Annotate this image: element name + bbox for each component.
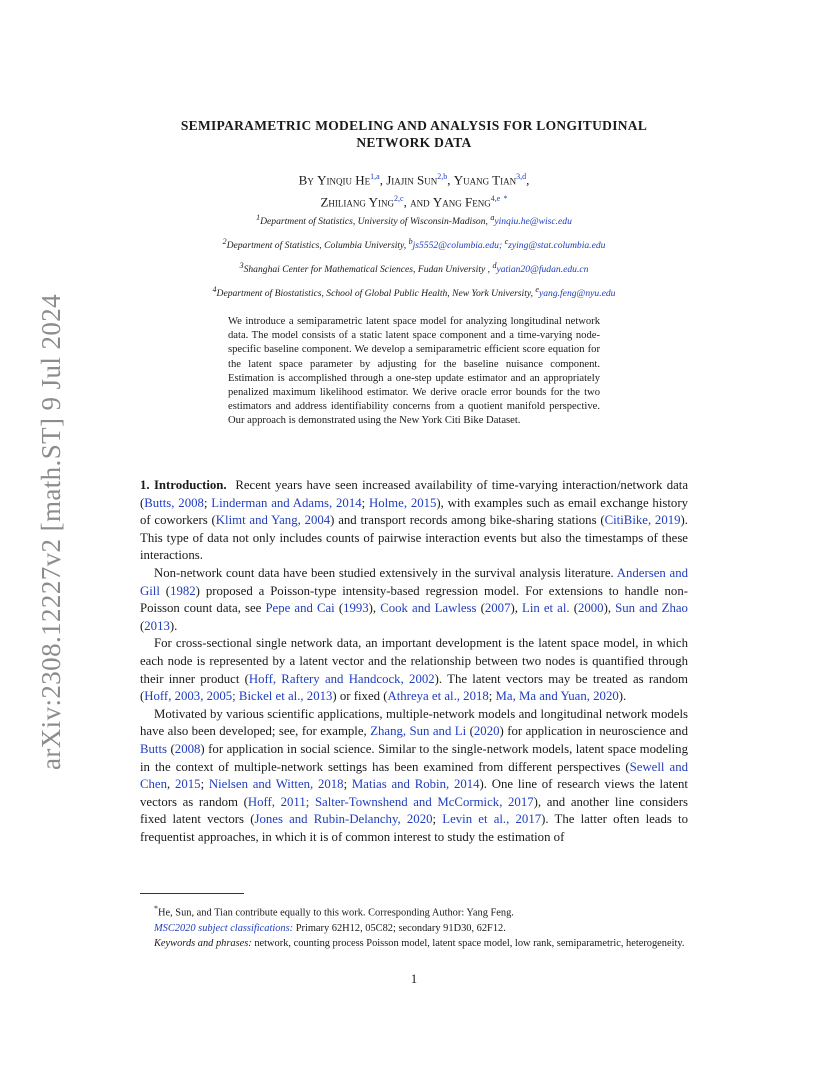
text-run: ) for application in neuroscience and (499, 724, 688, 739)
title-line-1: SEMIPARAMETRIC MODELING AND ANALYSIS FOR LONGITUDINAL (180, 118, 648, 133)
and-label: , and (403, 194, 430, 210)
author-tian-sup[interactable]: 3,d (516, 172, 527, 181)
text-run: ; (361, 495, 369, 510)
footnote-keywords (140, 936, 688, 952)
citation-jones-rubin[interactable]: Jones and Rubin-Delanchy, 2020 (254, 812, 433, 827)
citation-andersen-gill-year[interactable]: 1982 (170, 583, 196, 598)
arxiv-identifier: arXiv:2308.12227v2 [math.ST] 9 Jul 2024 (36, 293, 66, 770)
affiliation-1-text: Department of Statistics, University of Wisconsin-Madison, (260, 216, 491, 228)
citation-pepe-cai[interactable]: Pepe and Cai (265, 601, 335, 616)
msc-link[interactable]: MSC2020 subject classifications: (154, 922, 294, 934)
citation-sewell-chen[interactable]: Sewell and Chen (140, 759, 688, 792)
text-run: ; (200, 777, 209, 792)
citation-levin[interactable]: Levin et al., 2017 (442, 812, 542, 827)
author-line-2 (140, 189, 688, 211)
author-footnote-star[interactable]: * (503, 194, 508, 204)
author-he-sup[interactable]: 1,a (370, 172, 380, 181)
footnotes (140, 901, 688, 952)
affiliation-1-sup: a (490, 213, 495, 222)
citation-butts[interactable]: Butts (140, 741, 168, 756)
citation-hoff-raftery-handcock[interactable]: Hoff, Raftery and Handcock, 2002 (248, 671, 435, 686)
affiliation-3-number: 3 (239, 261, 244, 270)
citation-sun-zhao-year[interactable]: 2013 (144, 618, 170, 633)
text-run: ( (159, 583, 171, 598)
text-run: ) proposed a Poisson-type intensity-based regression model. For extensions to handle non-Poisson count data, see (140, 583, 688, 616)
citation-linderman-adams[interactable]: Linderman and Adams, 2014 (211, 495, 362, 510)
affiliation-4-sup: e (535, 285, 539, 294)
abstract: We introduce a semiparametric latent space model for analyzing longitudinal network data. The model consists of a static latent space component and a time-varying node-specific baseline component. We develop a semiparametric efficient score equation for the latent space parameter by adjusting for the baseline nuisance component. Estimation is accomplished through a one-step update estimator and an appropriately penalized maximum likelihood estimator. We derive oracle error bounds for the two estimators and address identifiability concerns from a quotient manifold perspective. Our approach is demonstrated using the New York Citi Bike Dataset. (228, 316, 600, 427)
affiliation-3-text: Shanghai Center for Mathematical Sciences, Fudan University , (243, 264, 493, 276)
footnote-msc (140, 921, 688, 937)
text-run: ( (466, 724, 474, 739)
text-run: ; (432, 812, 443, 827)
by-label: By (298, 172, 314, 188)
text-run: ( (334, 601, 344, 616)
text-run: Motivated by various scientific applications, multiple-network models and longitudinal network models have also been developed; see, for example, (140, 706, 688, 739)
paragraph-3 (140, 635, 688, 705)
email-sun[interactable]: js5552@columbia.edu; (412, 240, 503, 252)
citation-athreya[interactable]: Athreya et al., 2018 (387, 689, 489, 704)
text-run: ; (203, 495, 212, 510)
email-he[interactable]: yinqiu.he@wisc.edu (494, 216, 572, 228)
text-run: ), (368, 601, 381, 616)
text-run: ; (488, 689, 496, 704)
author-list (140, 167, 688, 212)
affiliation-2-number: 2 (222, 237, 227, 246)
text-run: Non-network count data have been studied extensively in the survival analysis literature. (154, 565, 617, 580)
citation-ma-ma-yuan[interactable]: Ma, Ma and Yuan, 2020 (495, 689, 619, 704)
affiliation-4-text: Department of Biostatistics, School of Global Public Health, New York University, (216, 288, 536, 300)
text-run: ). This type of data not only includes counts of pairwise interaction events but also the timestamps of these interactions. (140, 513, 688, 563)
text-run: ), (510, 601, 523, 616)
text-run: Recent years have seen increased availability of time-varying interaction/network data ( (140, 478, 689, 510)
text-run: ( (167, 741, 175, 756)
text-run: ), with examples such as email exchange history of coworkers ( (140, 495, 688, 528)
paper-title (140, 117, 688, 151)
author-sun-sup[interactable]: 2,b (437, 172, 448, 181)
citation-hoff-bickel[interactable]: Hoff, 2003, 2005; Bickel et al., 2013 (144, 689, 333, 704)
text-run: ; (343, 777, 352, 792)
email-feng[interactable]: yang.feng@nyu.edu (538, 288, 616, 300)
footnote-divider (140, 893, 244, 894)
footnote-text: network, counting process Poisson model, latent space model, low rank, semiparametric, heterogeneity. (251, 938, 685, 950)
text-run: ), and another line considers fixed latent vectors ( (140, 794, 688, 827)
citation-butts-year[interactable]: 2008 (174, 741, 201, 756)
citation-cook-lawless-year[interactable]: 2007 (484, 601, 511, 616)
paragraph-2 (140, 565, 688, 635)
author-ying: Zhiliang Ying (320, 194, 395, 210)
text-run: For cross-sectional single network data, an important development is the latent space model, in which each node is represented by a latent vector and the relationship between two nodes is quantified through their inner product ( (140, 636, 688, 686)
affiliation-2-sup-c: c (504, 237, 509, 246)
keywords-label: Keywords and phrases: (154, 938, 252, 950)
title-line-2: NETWORK DATA (356, 135, 472, 150)
footnote-equal-contribution (140, 901, 688, 921)
citation-butts-2008[interactable]: Butts, 2008 (144, 495, 204, 510)
affiliation-2-text: Department of Statistics, Columbia University, (226, 240, 409, 252)
text-run: ( (476, 601, 485, 616)
text-run: ) or fixed ( (332, 689, 388, 704)
citation-holme[interactable]: Holme, 2015 (368, 495, 437, 510)
citation-zhang-sun-li-year[interactable]: 2020 (473, 724, 500, 739)
citation-sun-zhao[interactable]: Sun and Zhao (615, 601, 688, 616)
arxiv-stamp (16, 290, 66, 770)
paragraph-4 (140, 706, 688, 847)
affiliation-4-number: 4 (212, 285, 217, 294)
citation-lin-year[interactable]: 2000 (577, 601, 604, 616)
citation-cook-lawless[interactable]: Cook and Lawless (380, 601, 477, 616)
author-tian: Yuang Tian (453, 172, 517, 188)
citation-sewell-chen-year[interactable]: 2015 (174, 777, 201, 792)
author-ying-sup[interactable]: 2,c (394, 194, 404, 204)
text-run: ). (618, 689, 627, 704)
footnote-star: * (154, 904, 158, 913)
email-tian[interactable]: yatian20@fudan.edu.cn (496, 264, 589, 276)
affiliation-2 (100, 237, 728, 251)
citation-citibike[interactable]: CitiBike, 2019 (604, 513, 681, 528)
author-line-1: By Yinqiu He$^{1,a}$, Jiajin Sun$^{2,b}$, Yuang Tian$^{3,d}$, (298, 172, 530, 188)
text-run: ) for application in social science. Similar to the single-network models, latent space modeling in the context of multiple-network settings has been examined from different perspectives ( (140, 741, 688, 774)
text-run: , (167, 777, 175, 792)
citation-hoff-salter[interactable]: Hoff, 2011; Salter-Townshend and McCormick, 2017 (247, 794, 534, 809)
text-run: ). (169, 618, 178, 633)
affiliation-3-sup: d (492, 261, 497, 270)
author-he: Yinqiu He (317, 172, 371, 188)
author-sun: Jiajin Sun (386, 172, 438, 188)
citation-matias-robin[interactable]: Matias and Robin, 2014 (351, 777, 480, 792)
affiliation-1-number: 1 (256, 213, 261, 222)
text-run: ( (569, 601, 578, 616)
citation-zhang-sun-li[interactable]: Zhang, Sun and Li (370, 724, 467, 739)
affiliation-1 (100, 213, 728, 227)
text-run: ). One line of research views the latent vectors as random ( (140, 777, 688, 809)
affiliation-2-sup-b: b (408, 237, 413, 246)
citation-nielsen-witten[interactable]: Nielsen and Witten, 2018 (208, 777, 344, 792)
affiliation-4 (100, 285, 728, 299)
footnote-text: Primary 62H12, 05C82; secondary 91D30, 62F12. (293, 922, 506, 934)
author-feng-sup[interactable]: 4,e (490, 194, 501, 204)
text-run: ). The latter often leads to frequentist approaches, in which it is of common interest to study the estimation of (140, 812, 688, 844)
text-run: ), (603, 601, 616, 616)
citation-lin[interactable]: Lin et al. (522, 601, 570, 616)
text-run: ). The latent vectors may be treated as random ( (140, 671, 688, 704)
email-ying[interactable]: zying@stat.columbia.edu (508, 240, 606, 252)
page-number: 1 (410, 972, 418, 986)
citation-klimt-yang[interactable]: Klimt and Yang, 2004 (215, 513, 331, 528)
citation-andersen-gill[interactable]: Andersen and Gill (140, 565, 688, 598)
text-run: ) and transport records among bike-sharing stations ( (330, 513, 605, 528)
author-feng: Yang Feng (432, 194, 491, 210)
footnote-text: He, Sun, and Tian contribute equally to this work. Corresponding Author: Yang Feng. (158, 907, 514, 919)
section-heading: 1. Introduction. (140, 478, 227, 492)
affiliation-3 (100, 261, 728, 275)
paragraph-1 (140, 477, 688, 565)
text-run: ( (140, 618, 145, 633)
introduction-section (140, 477, 688, 846)
citation-pepe-cai-year[interactable]: 1993 (343, 601, 369, 616)
